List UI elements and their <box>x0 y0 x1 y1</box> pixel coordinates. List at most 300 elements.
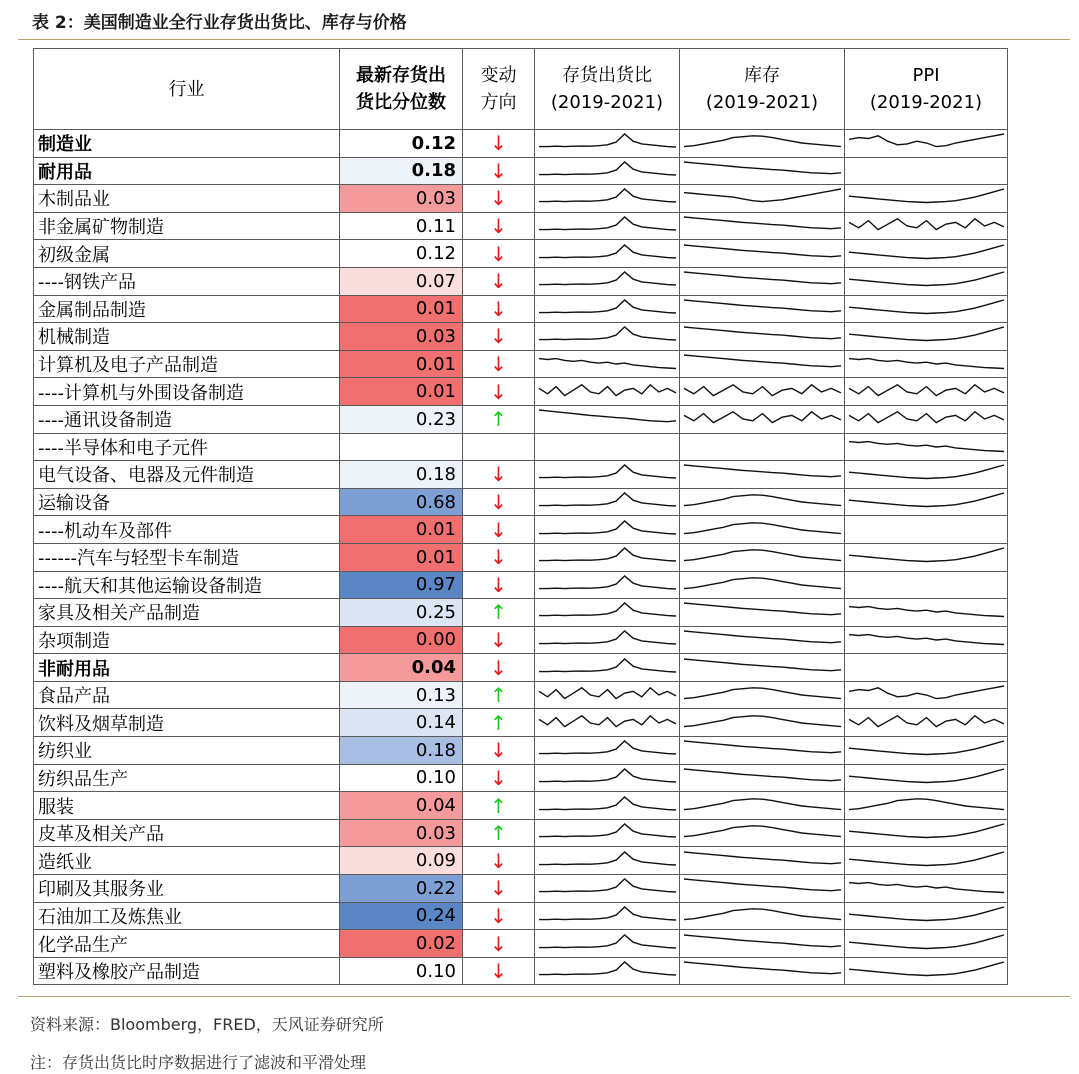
industry-name: ----航天和其他运输设备制造 <box>34 571 340 599</box>
header-direction-line2: 方向 <box>480 92 517 113</box>
isr-sparkline <box>535 461 680 487</box>
ppi-sparkline-cell <box>845 295 1008 323</box>
isr-sparkline-cell <box>535 212 680 240</box>
isr-sparkline <box>535 765 680 791</box>
isr-sparkline-cell <box>535 764 680 792</box>
inv-sparkline-path <box>684 495 841 506</box>
inv-sparkline-cell <box>680 212 845 240</box>
isr-sparkline <box>535 296 680 322</box>
inv-sparkline-cell <box>680 157 845 185</box>
percentile-value: 0.18 <box>340 157 463 185</box>
table-row <box>34 819 1008 847</box>
percentile-value: 0.09 <box>340 847 463 875</box>
table-row <box>34 267 1008 295</box>
ppi-sparkline-cell <box>845 819 1008 847</box>
inv-sparkline-path <box>684 162 841 174</box>
isr-sparkline-path <box>539 907 676 920</box>
down-arrow-icon: ↓ <box>463 240 535 268</box>
table-title: 表 2：美国制造业全行业存货出货比、库存与价格 <box>32 13 407 33</box>
ppi-sparkline-cell <box>845 654 1008 682</box>
industry-table <box>33 48 1008 985</box>
table-row <box>34 599 1008 627</box>
ppi-sparkline-cell <box>845 543 1008 571</box>
industry-name: 造纸业 <box>34 847 340 875</box>
bottom-rule <box>18 996 1070 997</box>
industry-name: 皮革及相关产品 <box>34 819 340 847</box>
ppi-sparkline-cell <box>845 323 1008 351</box>
ppi-sparkline <box>845 627 1008 653</box>
isr-sparkline-path <box>539 659 676 672</box>
industry-name: 非耐用品 <box>34 654 340 682</box>
inv-sparkline-path <box>684 603 841 615</box>
header-row <box>34 49 1008 130</box>
isr-sparkline-path <box>539 852 676 865</box>
inv-sparkline-path <box>684 465 841 477</box>
up-arrow-icon: ↑ <box>463 405 535 433</box>
ppi-sparkline-path <box>849 441 1004 451</box>
industry-name: 金属制品制造 <box>34 295 340 323</box>
down-arrow-icon: ↓ <box>463 323 535 351</box>
ppi-sparkline-cell <box>845 875 1008 903</box>
industry-name: 非金属矿物制造 <box>34 212 340 240</box>
down-arrow-icon: ↓ <box>463 571 535 599</box>
ppi-sparkline-path <box>849 134 1004 147</box>
inv-sparkline <box>680 379 845 405</box>
ppi-sparkline <box>845 268 1008 294</box>
inv-sparkline-path <box>684 962 841 974</box>
down-arrow-icon: ↓ <box>463 488 535 516</box>
industry-name: 饮料及烟草制造 <box>34 709 340 737</box>
inv-sparkline <box>680 158 845 184</box>
header-percentile-line1: 最新存货出 <box>356 65 446 86</box>
isr-sparkline-cell <box>535 433 680 461</box>
ppi-sparkline <box>845 903 1008 929</box>
isr-sparkline <box>535 820 680 846</box>
inv-sparkline <box>680 931 845 957</box>
down-arrow-icon: ↓ <box>463 543 535 571</box>
inv-sparkline-path <box>684 522 841 533</box>
down-arrow-icon: ↓ <box>463 350 535 378</box>
percentile-value: 0.07 <box>340 267 463 295</box>
table-row <box>34 378 1008 406</box>
isr-sparkline-path <box>539 603 676 616</box>
header-inventory-line2: (2019-2021) <box>705 92 819 113</box>
table-row <box>34 323 1008 351</box>
table-row <box>34 433 1008 461</box>
percentile-value: 0.24 <box>340 902 463 930</box>
ppi-sparkline <box>845 544 1008 570</box>
industry-name: 初级金属 <box>34 240 340 268</box>
isr-sparkline <box>535 903 680 929</box>
percentile-value: 0.03 <box>340 323 463 351</box>
ppi-sparkline-path <box>849 300 1004 314</box>
industry-name: 塑料及橡胶产品制造 <box>34 957 340 985</box>
industry-name: ------汽车与轻型卡车制造 <box>34 543 340 571</box>
inv-sparkline <box>680 710 845 736</box>
inv-sparkline-cell <box>680 571 845 599</box>
isr-sparkline-path <box>539 879 676 892</box>
isr-sparkline-cell <box>535 875 680 903</box>
isr-sparkline-cell <box>535 847 680 875</box>
isr-sparkline-cell <box>535 295 680 323</box>
table-row <box>34 875 1008 903</box>
percentile-value: 0.03 <box>340 185 463 213</box>
isr-sparkline <box>535 268 680 294</box>
table-row <box>34 543 1008 571</box>
ppi-sparkline <box>845 599 1008 625</box>
isr-sparkline-path <box>539 359 676 369</box>
table-row <box>34 654 1008 682</box>
isr-sparkline-path <box>539 300 676 313</box>
isr-sparkline-cell <box>535 626 680 654</box>
inv-sparkline <box>680 627 845 653</box>
ppi-sparkline <box>845 461 1008 487</box>
header-direction-line1: 变动 <box>480 65 517 86</box>
down-arrow-icon: ↓ <box>463 764 535 792</box>
inv-sparkline <box>680 958 845 984</box>
down-arrow-icon: ↓ <box>463 654 535 682</box>
percentile-value: 0.14 <box>340 709 463 737</box>
percentile-value: 0.68 <box>340 488 463 516</box>
table-row <box>34 350 1008 378</box>
isr-sparkline-path <box>539 272 676 285</box>
down-arrow-icon: ↓ <box>463 461 535 489</box>
inv-sparkline-cell <box>680 902 845 930</box>
inv-sparkline <box>680 213 845 239</box>
percentile-value: 0.97 <box>340 571 463 599</box>
percentile-value: 0.18 <box>340 737 463 765</box>
down-arrow-icon: ↓ <box>463 185 535 213</box>
ppi-sparkline-cell <box>845 764 1008 792</box>
isr-sparkline <box>535 544 680 570</box>
percentile-value: 0.00 <box>340 626 463 654</box>
ppi-sparkline-path <box>849 189 1004 203</box>
inv-sparkline-path <box>684 631 841 643</box>
ppi-sparkline-cell <box>845 626 1008 654</box>
percentile-value: 0.01 <box>340 378 463 406</box>
industry-name: ----钢铁产品 <box>34 267 340 295</box>
isr-sparkline <box>535 517 680 543</box>
inv-sparkline-path <box>684 136 841 147</box>
ppi-sparkline-path <box>849 359 1004 369</box>
inv-sparkline-path <box>684 798 841 809</box>
isr-sparkline-cell <box>535 599 680 627</box>
source-note: 资料来源：Bloomberg，FRED，天风证券研究所 <box>30 1015 384 1034</box>
inv-sparkline-path <box>684 935 841 947</box>
isr-sparkline <box>535 848 680 874</box>
ppi-sparkline <box>845 489 1008 515</box>
inv-sparkline <box>680 406 845 432</box>
ppi-sparkline-cell <box>845 599 1008 627</box>
isr-sparkline <box>535 737 680 763</box>
header-ppi <box>845 49 1008 130</box>
industry-name: 纺织品生产 <box>34 764 340 792</box>
ppi-sparkline-path <box>849 412 1004 423</box>
percentile-value: 0.01 <box>340 295 463 323</box>
header-isr-line2: (2019-2021) <box>550 92 664 113</box>
down-arrow-icon: ↓ <box>463 157 535 185</box>
table-row <box>34 488 1008 516</box>
inv-sparkline-path <box>684 659 841 671</box>
inv-sparkline <box>680 461 845 487</box>
isr-sparkline-path <box>539 797 676 810</box>
isr-sparkline-cell <box>535 378 680 406</box>
percentile-value <box>340 433 463 461</box>
ppi-sparkline-cell <box>845 461 1008 489</box>
percentile-value: 0.02 <box>340 930 463 958</box>
inv-sparkline-cell <box>680 654 845 682</box>
ppi-sparkline-path <box>849 716 1004 727</box>
down-arrow-icon: ↓ <box>463 267 535 295</box>
table-row <box>34 157 1008 185</box>
isr-sparkline <box>535 627 680 653</box>
ppi-sparkline <box>845 185 1008 211</box>
down-arrow-icon: ↓ <box>463 130 535 158</box>
percentile-value: 0.01 <box>340 516 463 544</box>
isr-sparkline <box>535 958 680 984</box>
inv-sparkline-path <box>684 769 841 781</box>
table-row <box>34 461 1008 489</box>
up-arrow-icon: ↑ <box>463 819 535 847</box>
ppi-sparkline <box>845 931 1008 957</box>
isr-sparkline-cell <box>535 654 680 682</box>
ppi-sparkline <box>845 848 1008 874</box>
isr-sparkline <box>535 572 680 598</box>
ppi-sparkline <box>845 682 1008 708</box>
industry-name: ----机动车及部件 <box>34 516 340 544</box>
down-arrow-icon: ↓ <box>463 875 535 903</box>
down-arrow-icon: ↓ <box>463 847 535 875</box>
inv-sparkline-cell <box>680 405 845 433</box>
inv-sparkline-path <box>684 716 841 727</box>
isr-sparkline-cell <box>535 267 680 295</box>
inv-sparkline-cell <box>680 681 845 709</box>
inv-sparkline-path <box>684 327 841 339</box>
ppi-sparkline-path <box>849 607 1004 617</box>
table-row <box>34 709 1008 737</box>
industry-name: 家具及相关产品制造 <box>34 599 340 627</box>
isr-sparkline <box>535 489 680 515</box>
percentile-value: 0.23 <box>340 405 463 433</box>
table-row <box>34 930 1008 958</box>
inv-sparkline <box>680 765 845 791</box>
industry-name: 电气设备、电器及元件制造 <box>34 461 340 489</box>
isr-sparkline-cell <box>535 737 680 765</box>
percentile-value: 0.04 <box>340 654 463 682</box>
industry-name: 食品产品 <box>34 681 340 709</box>
percentile-value: 0.01 <box>340 350 463 378</box>
remark-note: 注：存货出货比时序数据进行了滤波和平滑处理 <box>30 1053 367 1072</box>
direction-empty <box>463 433 535 461</box>
down-arrow-icon: ↓ <box>463 295 535 323</box>
header-industry: 行业 <box>34 49 340 130</box>
isr-sparkline <box>535 710 680 736</box>
inv-sparkline-path <box>684 300 841 312</box>
isr-sparkline-path <box>539 824 676 837</box>
table-row <box>34 681 1008 709</box>
inv-sparkline-path <box>684 550 841 561</box>
ppi-sparkline <box>845 130 1008 156</box>
inv-sparkline-cell <box>680 626 845 654</box>
ppi-sparkline-cell <box>845 709 1008 737</box>
inv-sparkline <box>680 737 845 763</box>
isr-sparkline-path <box>539 935 676 948</box>
industry-name: 杂项制造 <box>34 626 340 654</box>
inv-sparkline-cell <box>680 764 845 792</box>
ppi-sparkline-cell <box>845 792 1008 820</box>
inv-sparkline <box>680 323 845 349</box>
industry-name: 木制品业 <box>34 185 340 213</box>
ppi-sparkline <box>845 379 1008 405</box>
isr-sparkline-path <box>539 769 676 782</box>
isr-sparkline-cell <box>535 902 680 930</box>
inv-sparkline-cell <box>680 930 845 958</box>
ppi-sparkline <box>845 351 1008 377</box>
isr-sparkline-cell <box>535 130 680 158</box>
inv-sparkline-path <box>684 355 841 367</box>
inv-sparkline <box>680 517 845 543</box>
percentile-value: 0.10 <box>340 764 463 792</box>
ppi-sparkline-path <box>849 769 1004 783</box>
down-arrow-icon: ↓ <box>463 930 535 958</box>
inv-sparkline-path <box>684 879 841 891</box>
industry-name: 印刷及其服务业 <box>34 875 340 903</box>
ppi-sparkline-path <box>849 741 1004 755</box>
ppi-sparkline-cell <box>845 267 1008 295</box>
inv-sparkline <box>680 544 845 570</box>
ppi-sparkline-path <box>849 493 1004 507</box>
inv-sparkline-cell <box>680 847 845 875</box>
isr-sparkline <box>535 599 680 625</box>
isr-sparkline <box>535 682 680 708</box>
ppi-sparkline-cell <box>845 516 1008 544</box>
table-row <box>34 737 1008 765</box>
percentile-value: 0.25 <box>340 599 463 627</box>
isr-sparkline-path <box>539 576 676 589</box>
inv-sparkline <box>680 241 845 267</box>
isr-sparkline-path <box>539 327 676 340</box>
inv-sparkline <box>680 599 845 625</box>
ppi-sparkline-path <box>849 852 1004 866</box>
industry-name: ----半导体和电子元件 <box>34 433 340 461</box>
ppi-sparkline <box>845 323 1008 349</box>
ppi-sparkline-path <box>849 824 1004 838</box>
table-row <box>34 516 1008 544</box>
inv-sparkline-path <box>684 245 841 257</box>
isr-sparkline-path <box>539 162 676 175</box>
inv-sparkline-cell <box>680 323 845 351</box>
inv-sparkline <box>680 820 845 846</box>
header-percentile <box>340 49 463 130</box>
industry-name: 纺织业 <box>34 737 340 765</box>
ppi-sparkline-cell <box>845 157 1008 185</box>
inv-sparkline-path <box>684 189 841 202</box>
inv-sparkline-path <box>684 384 841 395</box>
inv-sparkline <box>680 268 845 294</box>
ppi-sparkline <box>845 765 1008 791</box>
inv-sparkline-path <box>684 688 841 699</box>
industry-name: 石油加工及炼焦业 <box>34 902 340 930</box>
inv-sparkline-cell <box>680 543 845 571</box>
percentile-value: 0.13 <box>340 681 463 709</box>
up-arrow-icon: ↑ <box>463 599 535 627</box>
inv-sparkline-path <box>684 741 841 753</box>
ppi-sparkline-cell <box>845 737 1008 765</box>
header-percentile-line2: 货比分位数 <box>356 92 446 113</box>
inv-sparkline-path <box>684 826 841 837</box>
isr-sparkline-cell <box>535 681 680 709</box>
inv-sparkline-path <box>684 272 841 284</box>
isr-sparkline-cell <box>535 516 680 544</box>
percentile-value: 0.11 <box>340 212 463 240</box>
header-isr <box>535 49 680 130</box>
industry-name: 计算机及电子产品制造 <box>34 350 340 378</box>
isr-sparkline-cell <box>535 930 680 958</box>
ppi-sparkline-cell <box>845 571 1008 599</box>
isr-sparkline <box>535 185 680 211</box>
isr-sparkline-cell <box>535 323 680 351</box>
percentile-value: 0.22 <box>340 875 463 903</box>
inv-sparkline <box>680 793 845 819</box>
industry-name: 化学品生产 <box>34 930 340 958</box>
header-ppi-line2: (2019-2021) <box>869 92 983 113</box>
ppi-sparkline-path <box>849 883 1004 893</box>
table-row <box>34 240 1008 268</box>
ppi-sparkline-path <box>849 548 1004 562</box>
ppi-sparkline-cell <box>845 350 1008 378</box>
table-row <box>34 764 1008 792</box>
header-inventory <box>680 49 845 130</box>
up-arrow-icon: ↑ <box>463 709 535 737</box>
table-row <box>34 626 1008 654</box>
isr-sparkline-cell <box>535 240 680 268</box>
ppi-sparkline-cell <box>845 681 1008 709</box>
ppi-sparkline-cell <box>845 130 1008 158</box>
isr-sparkline-path <box>539 384 676 395</box>
ppi-sparkline-cell <box>845 957 1008 985</box>
inv-sparkline <box>680 351 845 377</box>
ppi-sparkline <box>845 710 1008 736</box>
industry-name: 耐用品 <box>34 157 340 185</box>
table-row <box>34 792 1008 820</box>
table-row <box>34 130 1008 158</box>
isr-sparkline <box>535 158 680 184</box>
inv-sparkline-cell <box>680 737 845 765</box>
isr-sparkline-path <box>539 688 676 699</box>
ppi-sparkline-path <box>849 798 1004 809</box>
ppi-sparkline <box>845 296 1008 322</box>
isr-sparkline-path <box>539 134 676 147</box>
ppi-sparkline-path <box>849 219 1004 230</box>
inv-sparkline-path <box>684 852 841 864</box>
down-arrow-icon: ↓ <box>463 737 535 765</box>
isr-sparkline-path <box>539 410 676 422</box>
isr-sparkline-path <box>539 521 676 534</box>
inv-sparkline <box>680 655 845 681</box>
isr-sparkline <box>535 130 680 156</box>
isr-sparkline-path <box>539 716 676 727</box>
ppi-sparkline-path <box>849 327 1004 341</box>
inv-sparkline-cell <box>680 240 845 268</box>
table-row <box>34 847 1008 875</box>
percentile-value: 0.12 <box>340 130 463 158</box>
percentile-value: 0.04 <box>340 792 463 820</box>
percentile-value: 0.12 <box>340 240 463 268</box>
ppi-sparkline <box>845 241 1008 267</box>
isr-sparkline-cell <box>535 571 680 599</box>
down-arrow-icon: ↓ <box>463 212 535 240</box>
table-row <box>34 957 1008 985</box>
